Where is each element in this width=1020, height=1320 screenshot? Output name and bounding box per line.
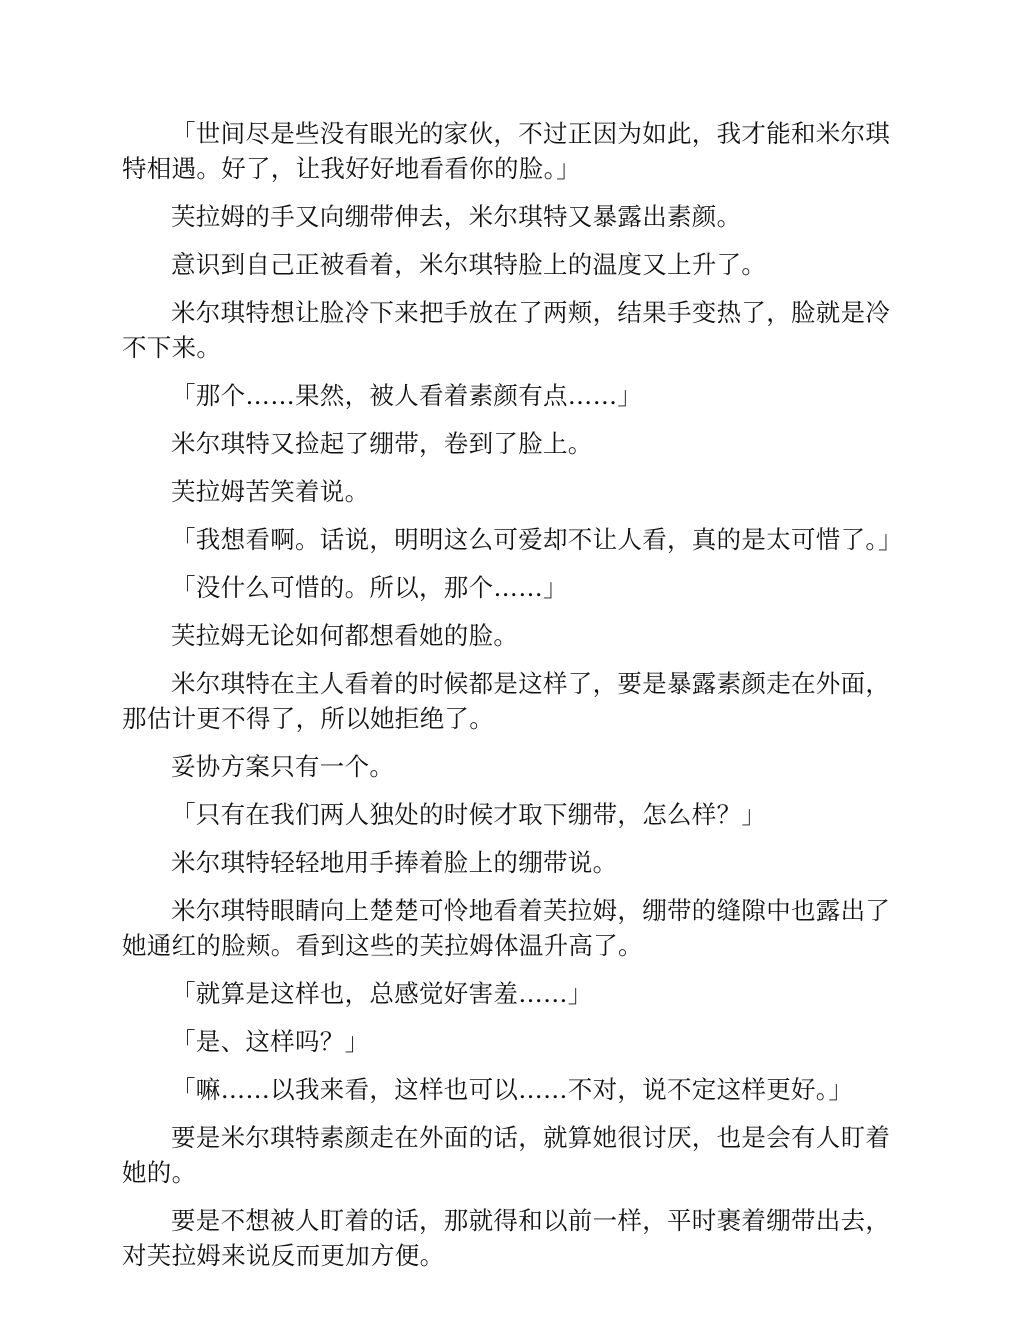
paragraph: 米尔琪特眼睛向上楚楚可怜地看着芙拉姆，绷带的缝隙中也露出了她通红的脸颊。看到这些的芙拉姆体温升高了。 bbox=[122, 896, 891, 960]
body-text bbox=[122, 116, 903, 1286]
paragraph: 「嘛……以我来看，这样也可以……不对，说不定这样更好。」 bbox=[171, 1075, 854, 1104]
paragraph: 「世间尽是些没有眼光的家伙，不过正因为如此，我才能和米尔琪特相遇。好了，让我好好地看看你的脸。」 bbox=[122, 119, 891, 183]
paragraph: 妥协方案只有一个。 bbox=[171, 752, 395, 781]
paragraph: 意识到自己正被看着，米尔琪特脸上的温度又上升了。 bbox=[171, 250, 767, 279]
paragraph: 「没什么可惜的。所以，那个……」 bbox=[171, 573, 568, 602]
paragraph: 「就算是这样也，总感觉好害羞……」 bbox=[171, 979, 593, 1008]
paragraph: 米尔琪特在主人看着的时候都是这样了，要是暴露素颜走在外面，那估计更不得了，所以她拒绝了。 bbox=[122, 669, 891, 733]
paragraph: 芙拉姆无论如何都想看她的脸。 bbox=[171, 621, 519, 650]
paragraph: 「那个……果然，被人看着素颜有点……」 bbox=[171, 381, 643, 410]
paragraph: 要是不想被人盯着的话，那就得和以前一样，平时裹着绷带出去，对芙拉姆来说反而更加方便。 bbox=[122, 1206, 891, 1270]
paragraph: 「只有在我们两人独处的时候才取下绷带，怎么样？」 bbox=[171, 800, 767, 829]
paragraph: 「是、这样吗？」 bbox=[171, 1027, 370, 1056]
paragraph: 芙拉姆苦笑着说。 bbox=[171, 477, 370, 506]
paragraph: 「我想看啊。话说，明明这么可爱却不让人看，真的是太可惜了。」 bbox=[171, 525, 903, 554]
paragraph: 米尔琪特轻轻地用手捧着脸上的绷带说。 bbox=[171, 848, 618, 877]
paragraph: 芙拉姆的手又向绷带伸去，米尔琪特又暴露出素颜。 bbox=[171, 202, 742, 231]
paragraph: 要是米尔琪特素颜走在外面的话，就算她很讨厌，也是会有人盯着她的。 bbox=[122, 1123, 891, 1187]
paragraph: 米尔琪特想让脸冷下来把手放在了两颊，结果手变热了，脸就是冷不下来。 bbox=[122, 298, 891, 362]
paragraph: 米尔琪特又捡起了绷带，卷到了脸上。 bbox=[171, 429, 593, 458]
